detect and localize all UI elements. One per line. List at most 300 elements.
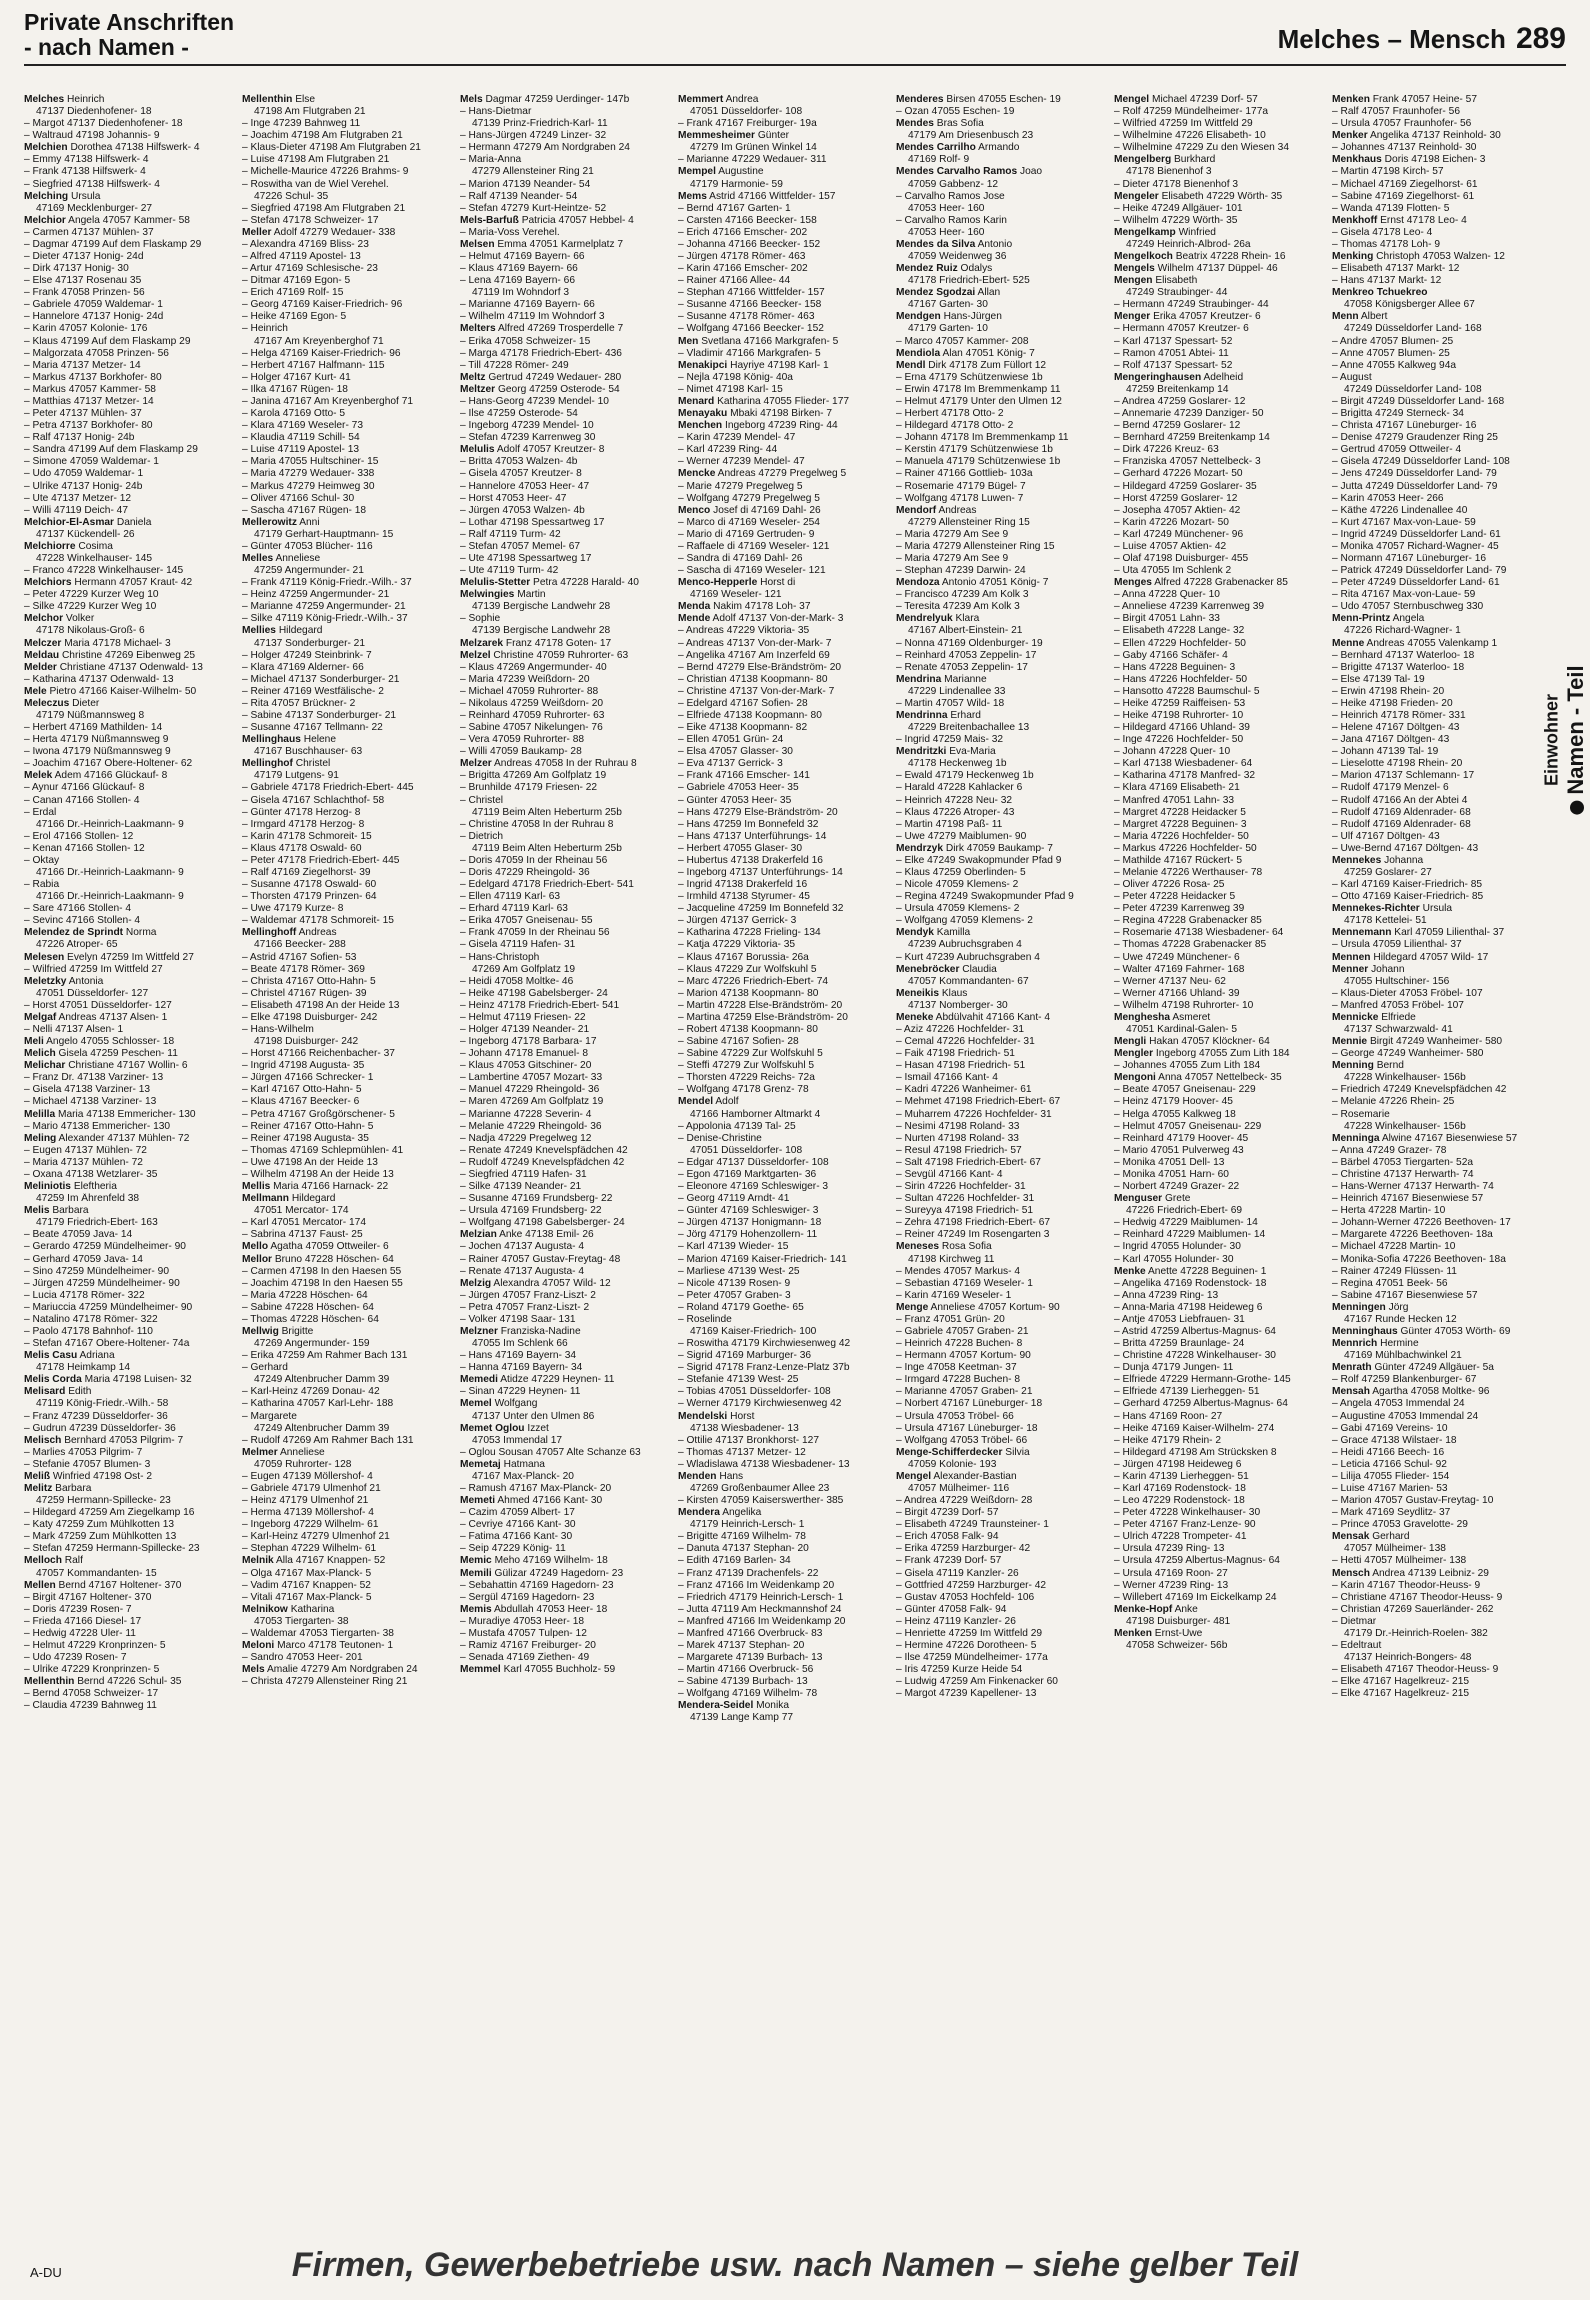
entry-text: 47178 Heimkamp 14 [36,1362,131,1374]
entry-text: Izzet [527,1422,549,1434]
directory-entry [678,1193,886,1205]
surname: Menco-Hepperle [678,577,758,589]
surname: Melulis [460,444,495,456]
directory-entry [24,770,232,782]
directory-entry [1332,698,1540,710]
entry-text: – Heinz 47259 Angermunder- 21 [242,589,390,601]
directory-entry [242,698,450,710]
directory-entry [1114,420,1322,432]
surname: Mendrinna [896,709,948,721]
entry-text: – Artur 47169 Schlesische- 23 [242,263,378,275]
entry-text: – Tobias 47051 Düsseldorfer- 108 [678,1386,831,1398]
directory-entry [1114,1314,1322,1326]
directory-entry [896,746,1104,758]
directory-entry [678,927,886,939]
entry-text: – Gabriele 47179 Ulmenhof 21 [242,1482,381,1494]
entry-text: – Elfriede 47138 Koopmann- 80 [678,709,822,721]
entry-text: – Antje 47053 Liebfrauen- 31 [1114,1313,1245,1325]
entry-text: – Reinhard 47179 Hoover- 45 [1114,1132,1249,1144]
directory-entry [1114,879,1322,891]
directory-entry [896,782,1104,794]
entry-text: – Norbert 47167 Lüneburger- 18 [896,1398,1043,1410]
directory-entry [678,1229,886,1241]
directory-entry [242,1109,450,1121]
entry-text: – Aynur 47166 Glückauf- 8 [24,782,145,794]
entry-text: – Astrid 47167 Sofien- 53 [242,951,357,963]
surname: Meleczus [24,697,70,709]
entry-text: – Karl-Heinz 47269 Donau- 42 [242,1386,380,1398]
entry-text: – Andrea 47229 Weißdorn- 28 [896,1495,1033,1507]
surname: Menninga [1332,1132,1380,1144]
directory-entry [896,577,1104,589]
directory-entry [242,1423,450,1435]
entry-text: – Rudolf 47179 Menzel- 6 [1332,782,1449,794]
directory-entry [896,1423,1104,1435]
directory-entry [1332,565,1540,577]
directory-entry [24,625,232,637]
directory-entry [1332,106,1540,118]
directory-entry [24,444,232,456]
entry-text: – Ingrid 47138 Drakerfeld 16 [678,879,808,891]
entry-text: – Erwin 47178 Im Bremmenkamp 11 [896,383,1061,395]
entry-text: – Holger 47139 Neander- 21 [460,1024,590,1036]
entry-text: – Erika 47259 Am Rahmer Bach 131 [242,1350,408,1362]
entry-text: 47178 Heckenweg 1b [908,758,1007,770]
entry-text: – Birgit 47249 Düsseldorfer Land- 168 [1332,395,1505,407]
directory-entry [242,1169,450,1181]
entry-text: Grete [1164,1193,1191,1205]
entry-text: 47226 Atroper- 65 [36,939,118,951]
entry-text: 47119 König-Friedr.-Wilh.- 58 [36,1398,169,1410]
entry-text: – Edgar 47137 Düsseldorfer- 108 [678,1156,829,1168]
directory-entry [460,577,668,589]
directory-entry [1114,1060,1322,1072]
directory-entry [460,1362,668,1374]
entry-text: – Andrea 47259 Goslarer- 12 [1114,395,1246,407]
directory-entry [1114,1157,1322,1169]
entry-text: – Günter 47178 Herzog- 8 [242,806,361,818]
directory-entry [1332,964,1540,976]
directory-entry [242,215,450,227]
entry-text: – Martin 47198 Kirch- 57 [1332,166,1444,178]
entry-text: 47179 Dr.-Heinrich-Roelen- 382 [1344,1627,1488,1639]
surname: Meliniotis [24,1181,71,1193]
directory-entry [460,674,668,686]
directory-entry [24,1205,232,1217]
entry-text: – Ilse 47259 Mündelheimer- 177a [896,1652,1048,1664]
entry-text: – Heinrich 47167 Biesenwiese 57 [1332,1193,1484,1205]
directory-entry [678,481,886,493]
entry-text: – Holger 47249 Steinbrink- 7 [242,649,372,661]
surname: Melis Casu [24,1350,78,1362]
directory-entry [896,1350,1104,1362]
directory-entry [460,1109,668,1121]
entry-text: – Ramush 47167 Max-Planck- 20 [460,1482,612,1494]
directory-entry [1114,758,1322,770]
entry-text: – Rainer 47057 Gustav-Freytag- 48 [460,1253,621,1265]
directory-entry [24,130,232,142]
entry-text: – Hans-Christoph [460,951,540,963]
entry-text: – Marlies 47053 Pilgrim- 7 [24,1446,143,1458]
entry-text: – Dietmar [1332,1615,1377,1627]
surname: Meltzer [460,383,496,395]
surname: Melisard [24,1386,66,1398]
entry-text: – Wilfried 47259 Im Wittfeld 29 [1114,118,1253,130]
surname: Menghesha [1114,1011,1171,1023]
entry-text: 47138 Wiesbadener- 13 [690,1422,799,1434]
entry-text: – Mark 47259 Zum Mühlkotten 13 [24,1531,177,1543]
entry-text: 47051 Mercator- 174 [254,1205,349,1217]
entry-text: – Waldemar 47053 Tiergarten- 38 [242,1627,394,1639]
directory-entry [678,1072,886,1084]
directory-entry [1114,1543,1322,1555]
directory-entry [1332,348,1540,360]
entry-text: – Heike 47198 Ruhrorter- 10 [1114,709,1244,721]
bullet-icon [1570,801,1584,815]
entry-text: – Rudolf 47166 An der Abtei 4 [1332,794,1468,806]
entry-text: Antonia [68,975,104,987]
entry-text: Odalys [960,263,993,275]
directory-entry [678,227,886,239]
entry-text: – Irmgard 47228 Buchen- 8 [896,1374,1021,1386]
entry-text: – Wilhelm 47119 Im Wohndorf 3 [460,311,605,323]
entry-text: Mbaki 47198 Birken- 7 [730,408,833,420]
entry-text: – Katharina 47178 Manfred- 32 [1114,770,1256,782]
directory-entry [678,396,886,408]
directory-entry [1332,927,1540,939]
entry-text: – Reiner 47198 Augusta- 35 [242,1132,369,1144]
entry-text: – Melanie 47229 Rheingold- 36 [460,1120,602,1132]
directory-entry [678,1712,886,1724]
entry-text: Ursula [71,190,101,202]
entry-text: Eleftheria [73,1181,117,1193]
entry-text: – Carvalho Ramos Jose [896,190,1005,202]
directory-entry [896,1519,1104,1531]
directory-entry [242,481,450,493]
entry-text: – Ralf 47169 Ziegelhorst- 39 [242,867,371,878]
entry-text: – Bernd 47167 Garten- 1 [678,202,791,214]
directory-entry [896,493,1104,505]
directory-entry [678,819,886,831]
entry-text: – Muharrem 47226 Hochfelder- 31 [896,1108,1052,1120]
entry-text: 47259 Angermunder- 21 [254,565,364,577]
entry-text: 47167 Garten- 30 [908,299,988,311]
surname: Memili [460,1567,492,1579]
directory-entry [242,1133,450,1145]
entry-text: – Anne 47055 Kalkweg 94a [1332,359,1457,371]
directory-entry [1332,432,1540,444]
entry-text: – Gisela 47119 Hafen- 31 [460,939,576,951]
entry-text: – Hans 47137 Unterführungs- 14 [678,830,827,842]
directory-entry [1332,251,1540,263]
entry-text: – Johannes 47055 Zum Lith 184 [1114,1060,1261,1072]
entry-text: – Doris 47239 Rosen- 7 [24,1603,132,1615]
directory-entry [1332,142,1540,154]
entry-text: Gerhard [1372,1531,1410,1543]
directory-entry [678,1628,886,1640]
directory-entry [242,1676,450,1688]
entry-text: 47057 Mülheimer- 116 [908,1482,1010,1494]
directory-entry [242,577,450,589]
directory-entry [1332,1036,1540,1048]
entry-text: – Mario 47051 Pulverweg 43 [1114,1144,1244,1156]
entry-text: – Nicole 47059 Klemens- 2 [896,879,1019,891]
surname: Menebröcker [896,963,960,975]
directory-entry [678,589,886,601]
entry-text: – Marianne 47228 Severin- 4 [460,1108,592,1120]
directory-entry [1332,758,1540,770]
entry-text: – Günter 47053 Heer- 35 [678,794,792,806]
directory-entry [24,1483,232,1495]
entry-text: – Frank 47119 König-Friedr.-Wilh.- 37 [242,577,412,589]
directory-entry [24,311,232,323]
entry-text: – Waltraud 47198 Johannis- 9 [24,130,160,142]
entry-text: – Franz 47139 Drachenfels- 22 [678,1567,819,1579]
entry-text: 47279 Im Grünen Winkel 14 [690,142,817,154]
entry-text: – Paolo 47178 Bahnhof- 110 [24,1325,153,1337]
directory-entry [242,1193,450,1205]
entry-text: – Iris 47259 Kurze Heide 54 [896,1664,1023,1676]
entry-text: – Manuel 47229 Rheingold- 36 [460,1084,600,1096]
entry-text: – Udo 47057 Sternbuschweg 330 [1332,601,1484,613]
directory-entry [1332,1072,1540,1084]
directory-entry [1332,1459,1540,1471]
entry-text: 47137 Unter den Ulmen 86 [472,1410,595,1422]
entry-text: – Brigitta 47249 Sterneck- 34 [1332,408,1464,420]
directory-entry [1332,746,1540,758]
directory-entry [678,1133,886,1145]
directory-entry [1332,311,1540,323]
directory-entry [1114,1374,1322,1386]
directory-entry [678,915,886,927]
entry-text: – Eugen 47139 Möllershof- 4 [242,1470,373,1482]
directory-entry [24,1411,232,1423]
directory-entry [460,1447,668,1459]
entry-text: – Marion 47169 Kaiser-Friedrich- 141 [678,1253,847,1265]
directory-entry [1332,1205,1540,1217]
entry-text: – Gabriele 47053 Heer- 35 [678,782,799,794]
entry-text: Angelika [722,1507,762,1519]
entry-text: Anneliese [279,1446,325,1458]
surname: Mele [24,685,47,697]
directory-entry [896,638,1104,650]
surname: Mendel [678,1096,714,1108]
directory-entry [242,348,450,360]
directory-entry [242,239,450,251]
directory-entry [242,336,450,348]
entry-text: – Marion 47057 Gustav-Freytag- 10 [1332,1495,1494,1507]
entry-text: Andreas [938,504,977,516]
entry-text: – Stefan 47167 Obere-Holtener- 74a [24,1338,190,1350]
entry-text: Christoph 47053 Walzen- 12 [1376,251,1505,263]
entry-text: – Mendes 47057 Markus- 4 [896,1265,1021,1277]
directory-entry [896,650,1104,662]
entry-text: – Erich 47169 Rolf- 15 [242,287,344,299]
directory-entry [1332,227,1540,239]
entry-text: – Heike 47249 Allgäuer- 101 [1114,202,1243,214]
directory-entry [896,348,1104,360]
entry-text: – Hans 47226 Hochfelder- 50 [1114,673,1248,685]
entry-text: 47179 Nüßmannsweg 8 [36,709,145,721]
directory-entry [896,1326,1104,1338]
entry-text: – Karin 47169 Weseler- 1 [896,1289,1012,1301]
entry-text: – Udo 47239 Rosen- 7 [24,1652,127,1664]
entry-text: – Siegfried 47119 Hafen- 31 [460,1168,587,1180]
entry-text: 47137 Sonderburger- 21 [254,637,366,649]
entry-text: – Ralf 47119 Turm- 42 [460,528,561,540]
directory-entry [24,493,232,505]
directory-entry [242,1362,450,1374]
directory-entry [24,336,232,348]
directory-entry [896,1555,1104,1567]
directory-entry [1332,1435,1540,1447]
directory-entry [24,662,232,674]
entry-text: – Susanne 47178 Oswald- 60 [242,879,377,891]
entry-text: – Johann 47228 Quer- 10 [1114,746,1231,758]
surname: Mello [242,1241,269,1253]
directory-entry [678,1217,886,1229]
directory-entry [896,807,1104,819]
directory-entry [460,939,668,951]
directory-entry [1332,601,1540,613]
directory-entry [460,1664,668,1676]
directory-entry [1114,1302,1322,1314]
directory-entry [24,1048,232,1060]
entry-text: 47057 Mülheimer- 138 [1344,1543,1446,1555]
directory-entry [896,565,1104,577]
entry-text: – Helene 47167 Döltgen- 43 [1332,722,1460,734]
entry-text: – Matthias 47137 Metzer- 14 [24,395,154,407]
entry-text: – Michael 47228 Martin- 10 [1332,1241,1456,1253]
directory-entry [460,553,668,565]
entry-text: – Ingeborg 47229 Wilhelm- 61 [242,1519,379,1531]
surname: Mengel [1114,94,1150,105]
directory-entry [1114,1217,1322,1229]
entry-text: – Maria 47279 Wedauer- 338 [242,468,375,480]
entry-text: – Joachim 47198 Am Flutgraben 21 [242,130,403,142]
surname: Melulis-Stetter [460,577,531,589]
entry-text: – Heinrich 47178 Römer- 331 [1332,709,1466,721]
directory-entry [24,1024,232,1036]
directory-entry [1114,517,1322,529]
directory-entry [242,1483,450,1495]
entry-text: – Angela 47053 Immendal 24 [1332,1398,1465,1410]
directory-entry [460,275,668,287]
directory-entry [24,384,232,396]
footer-note: Firmen, Gewerbebetriebe usw. nach Namen – siehe gelber Teil [291,2246,1299,2284]
surname: Menge-Schifferdecker [896,1446,1003,1458]
entry-text: Bras Sofia [936,118,984,130]
entry-text: – Normann 47167 Lüneburger- 16 [1332,552,1487,564]
entry-text: – Margarete 47139 Burbach- 13 [678,1652,823,1664]
entry-text: – Senada 47169 Ziethen- 49 [460,1652,590,1664]
directory-entry [460,154,668,166]
entry-text: – Erhard 47119 Karl- 63 [460,903,568,915]
entry-text: – Helmut 47179 Unter den Ulmen 12 [896,395,1062,407]
entry-text: 47249 Düsseldorfer Land- 168 [1344,323,1482,335]
directory-entry [24,1507,232,1519]
entry-text: Anna 47057 Nettelbeck- 35 [1158,1072,1282,1084]
directory-entry [460,1411,668,1423]
directory-entry [1332,867,1540,879]
directory-entry [678,1604,886,1616]
entry-text: – Maria 47279 Allensteiner Ring 15 [896,540,1055,552]
entry-text: – Doris 47059 In der Rheinau 56 [460,854,608,866]
entry-text: 47059 Gabbenz- 12 [908,178,999,190]
directory-entry [896,299,1104,311]
entry-text: – Anna-Maria 47198 Heideweg 6 [1114,1301,1263,1313]
entry-text: Else [295,94,316,105]
directory-entry [24,589,232,601]
entry-text: – Jürgen 47057 Franz-Liszt- 2 [460,1289,596,1301]
entry-text: – Hermann 47057 Kortum- 90 [896,1350,1031,1362]
directory-entry [678,251,886,263]
directory-entry [678,867,886,879]
entry-text: Alwine 47167 Biesenwiese 57 [1381,1132,1518,1144]
directory-entry [242,1531,450,1543]
surname: Mencke [678,468,716,480]
surname: Mellies [242,625,276,637]
entry-text: 47249 Heinrich-Albrod- 26a [1126,238,1251,250]
directory-entry [242,734,450,746]
directory-entry [678,1555,886,1567]
entry-text: – Hildegard 47198 Am Strücksken 8 [1114,1446,1277,1458]
surname: Mengeler [1114,190,1159,202]
surname: Mendrelyuk [896,613,953,625]
directory-entry [24,1012,232,1024]
directory-entry [1332,493,1540,505]
entry-text: 47226 Richard-Wagner- 1 [1344,625,1461,637]
directory-entry [678,1531,886,1543]
entry-text: – Cemal 47226 Hochfelder- 31 [896,1036,1035,1048]
entry-text: 47259 Im Ährenfeld 38 [36,1193,140,1205]
directory-entry [1332,686,1540,698]
entry-text: – Eva 47137 Gerrick- 3 [678,758,783,770]
directory-entry [896,287,1104,299]
entry-text: – Wolfgang 47198 Gabelsberger- 24 [460,1217,625,1229]
directory-entry [242,915,450,927]
entry-text: – Maria 47279 Am See 9 [896,552,1009,564]
directory-entry [678,1241,886,1253]
directory-entry [1332,1084,1540,1096]
entry-text: – Ursula 47167 Lüneburger- 18 [896,1422,1038,1434]
entry-text: – Nejla 47198 König- 40a [678,371,793,383]
surname: Meltz [460,371,486,383]
entry-text: – Heinz 47179 Hoover- 45 [1114,1096,1233,1108]
surname: Melisch [24,1434,62,1446]
entry-text: – Otto 47169 Kaiser-Friedrich- 85 [1332,891,1484,903]
entry-text: – Karin 47057 Kolonie- 176 [24,323,148,335]
directory-entry [460,1555,668,1567]
directory-entry [24,227,232,239]
directory-entry [1114,891,1322,903]
entry-text: – Sinan 47229 Heynen- 11 [460,1386,581,1398]
directory-entry [24,686,232,698]
directory-entry [678,1652,886,1664]
directory-entry [242,1181,450,1193]
surname: Mendez Sgodzai [896,287,976,299]
directory-entry [1114,795,1322,807]
entry-text: – Ingeborg 47178 Barbara- 17 [460,1036,597,1048]
directory-entry [1332,1592,1540,1604]
directory-entry [678,1580,886,1592]
entry-text: – Heike 47169 Kaiser-Wilhelm- 274 [1114,1422,1275,1434]
directory-entry [24,1338,232,1350]
directory-entry [242,662,450,674]
directory-entry [678,625,886,637]
entry-text: – Christine 47228 Winkelhauser- 30 [1114,1350,1276,1362]
surname: Mengelberg [1114,154,1172,166]
